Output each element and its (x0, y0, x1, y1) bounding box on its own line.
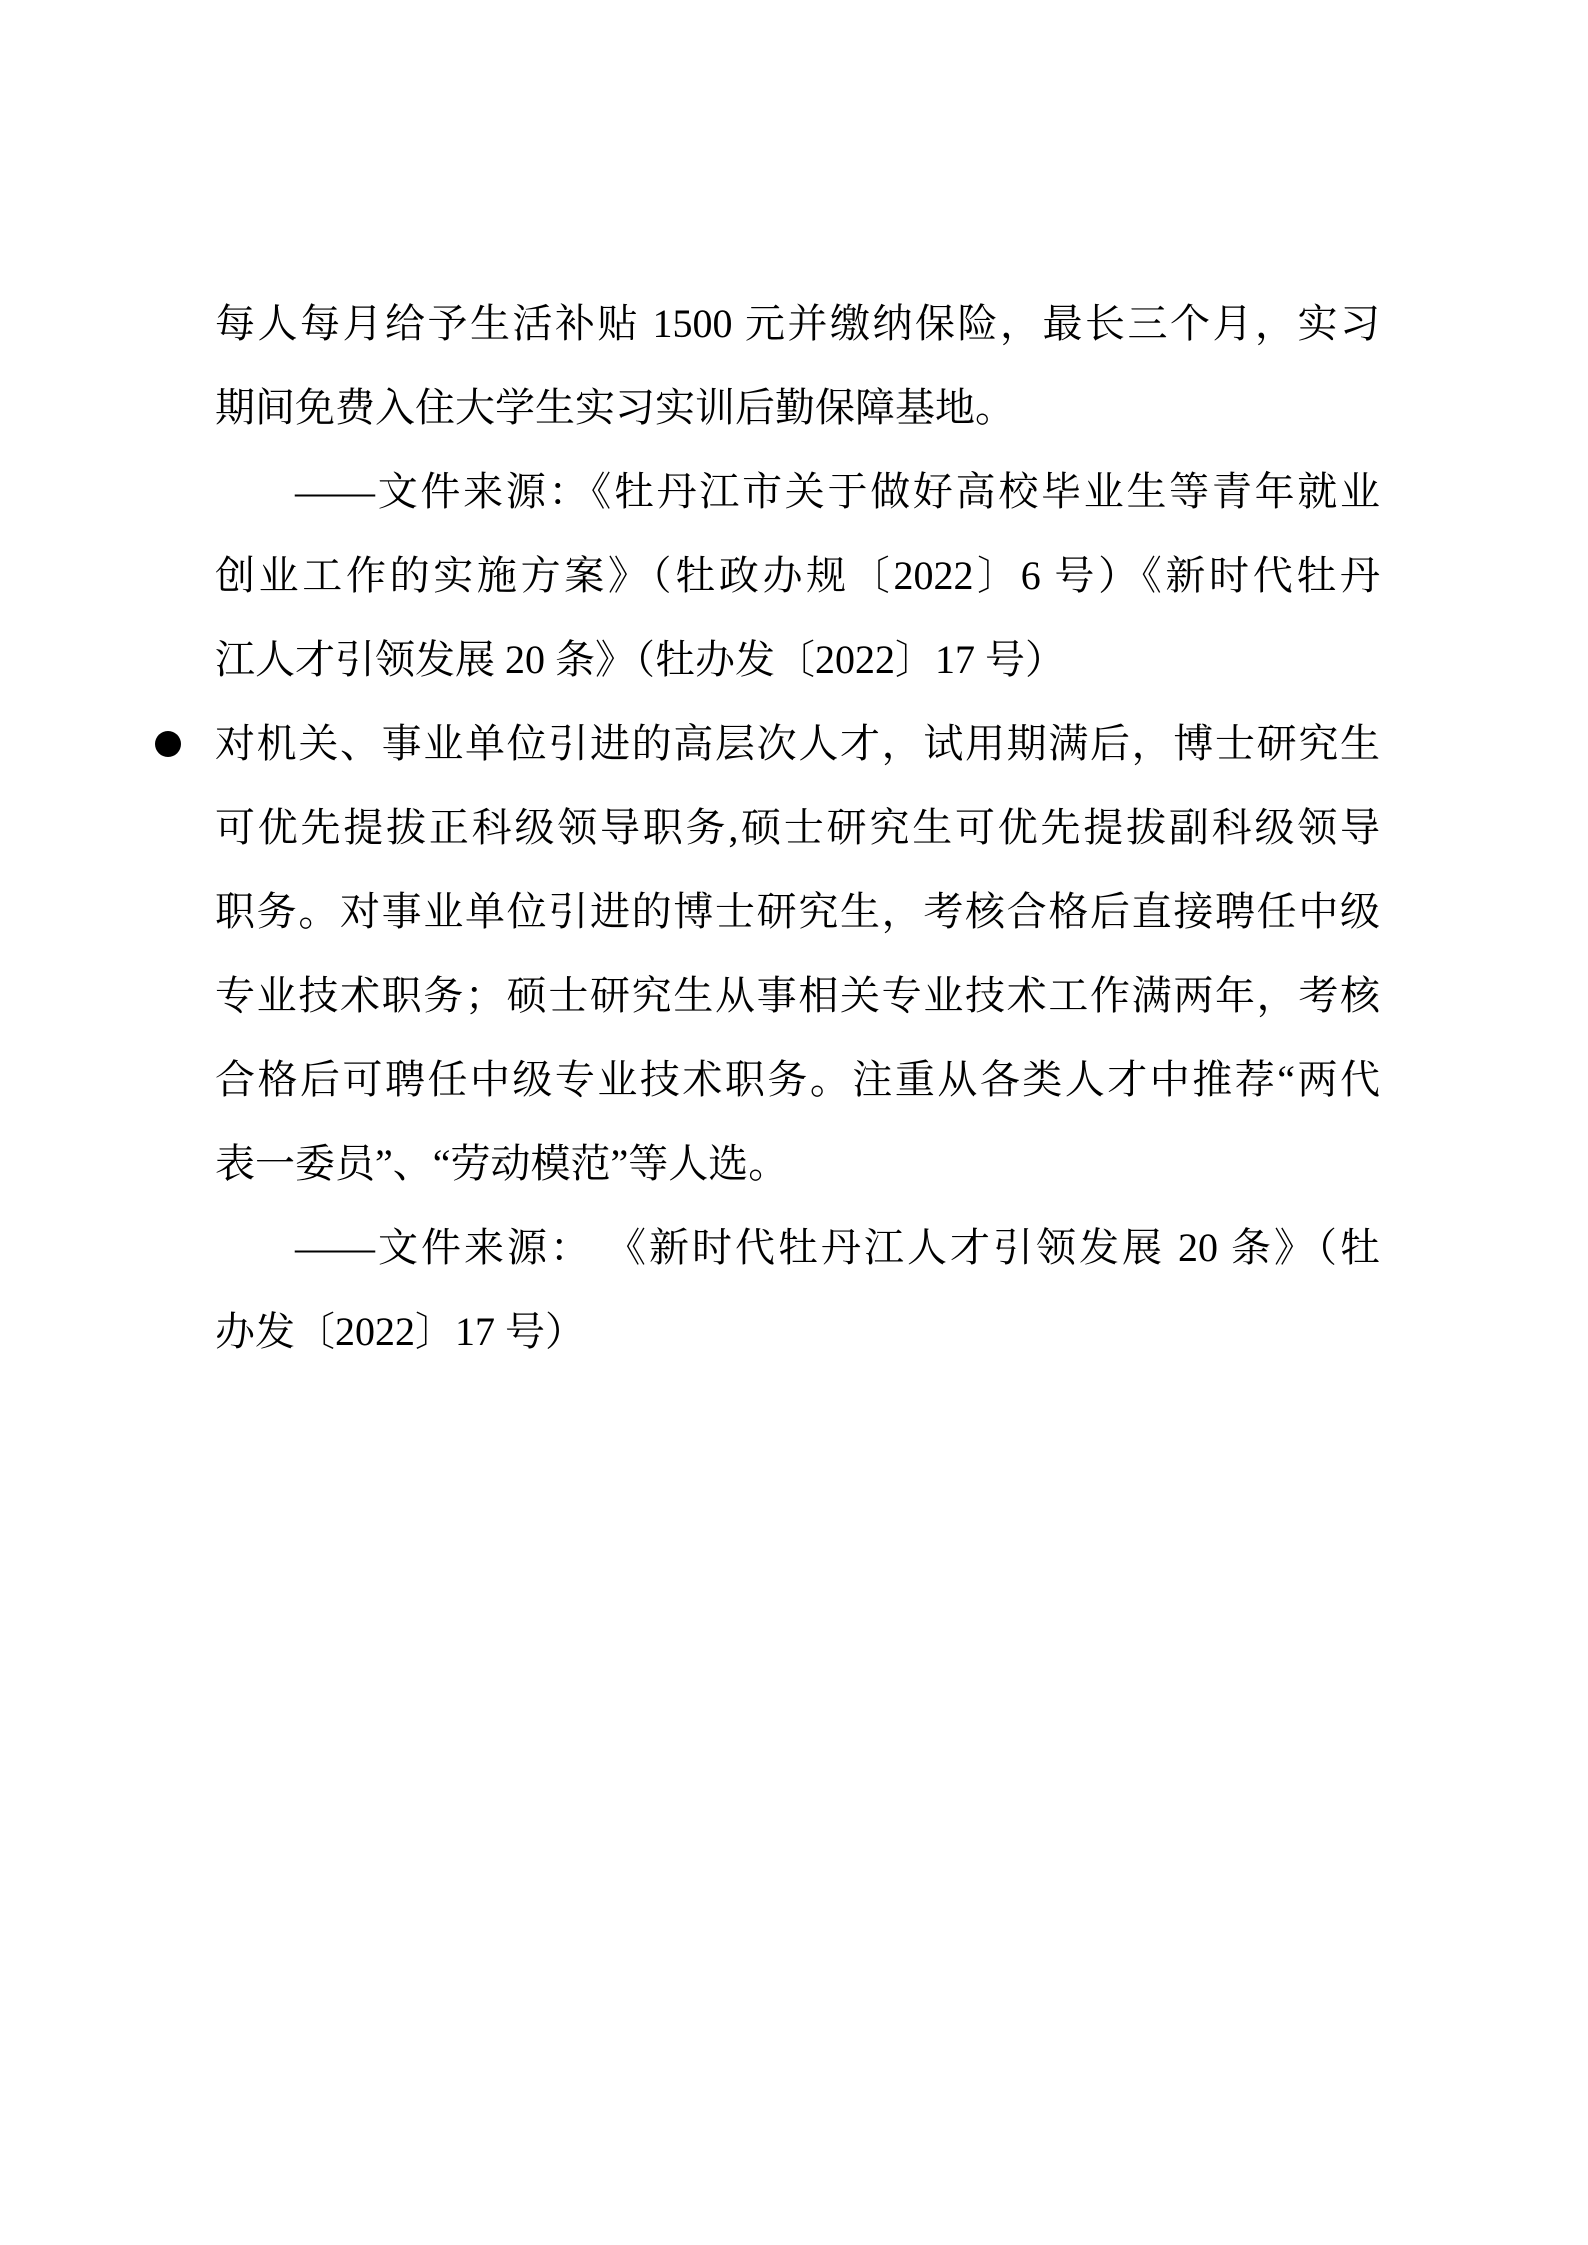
text-line (215, 450, 1380, 534)
text-line-content: ——文件来源： 《新时代牡丹江人才引领发展 20 条》（牡 (295, 1225, 1380, 1270)
text-line (215, 786, 1380, 870)
text-line (215, 1122, 1380, 1206)
text-line-content: 可优先提拔正科级领导职务,硕士研究生可优先提拔副科级领导 (215, 805, 1380, 850)
text-line (215, 618, 1380, 702)
text-line-content: 江人才引领发展 20 条》（牡办发〔2022〕17 号） (215, 637, 1065, 682)
text-line (215, 954, 1380, 1038)
text-line-content: 合格后可聘任中级专业技术职务。注重从各类人才中推荐“两代 (215, 1057, 1380, 1102)
text-line-content: 办发〔2022〕17 号） (215, 1309, 585, 1354)
document-body (215, 282, 1380, 1374)
text-line-content: 专业技术职务；硕士研究生从事相关专业技术工作满两年，考核 (215, 973, 1380, 1018)
text-line (215, 702, 1380, 786)
text-line-content: 表一委员”、“劳动模范”等人选。 (215, 1141, 789, 1186)
text-line-content: 期间免费入住大学生实习实训后勤保障基地。 (215, 385, 1015, 430)
text-line (215, 1206, 1380, 1290)
text-line-content: 创业工作的实施方案》（牡政办规〔2022〕6 号）《新时代牡丹 (215, 553, 1380, 598)
text-line-content: ——文件来源：《牡丹江市关于做好高校毕业生等青年就业 (295, 469, 1380, 514)
text-line (215, 1290, 1380, 1374)
bullet-icon (155, 731, 181, 757)
text-line (215, 534, 1380, 618)
text-line-content: 每人每月给予生活补贴 1500 元并缴纳保险，最长三个月，实习 (215, 301, 1380, 346)
text-line (215, 870, 1380, 954)
text-line (215, 282, 1380, 366)
text-line (215, 366, 1380, 450)
text-line (215, 1038, 1380, 1122)
text-line-content: 职务。对事业单位引进的博士研究生，考核合格后直接聘任中级 (215, 889, 1380, 934)
text-line-content: 对机关、事业单位引进的高层次人才，试用期满后，博士研究生 (215, 721, 1380, 766)
